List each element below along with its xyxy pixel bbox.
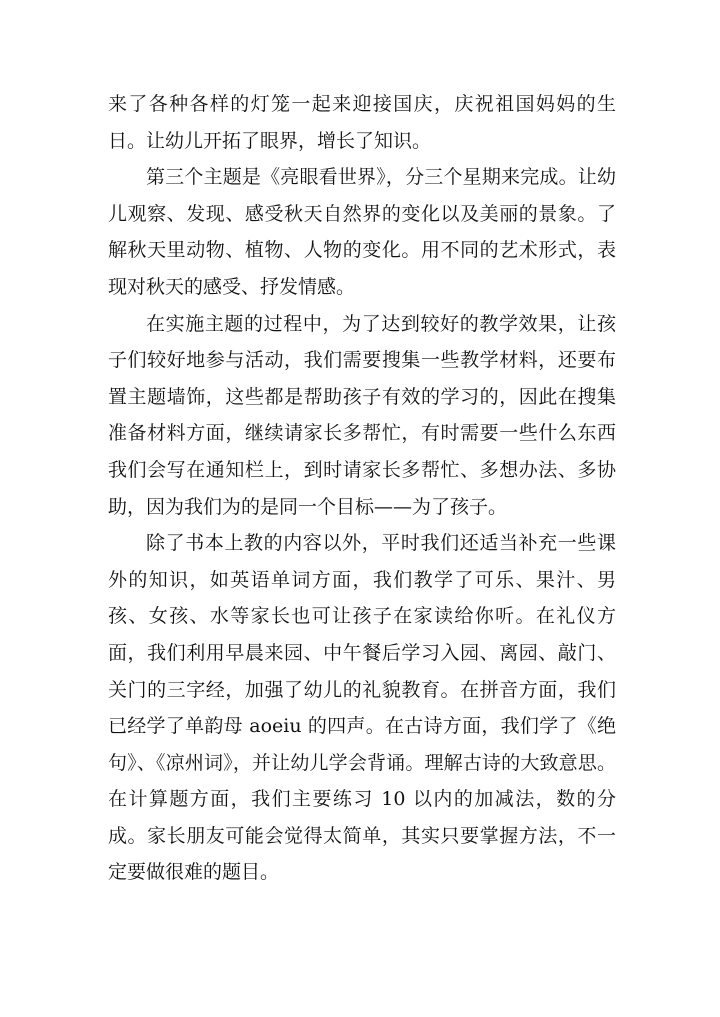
document-body (108, 86, 616, 891)
paragraph-3: 在实施主题的过程中，为了达到较好的教学效果，让孩子们较好地参与活动，我们需要搜集一些教学材料，还要布置主题墙饰，这些都是帮助孩子有效的学习的，因此在搜集准备材料方面，继续请家长多帮忙，有时需要一些什么东西我们会写在通知栏上，到时请家长多帮忙、多想办法、多协助，因为我们为的是同一个目标——为了孩子。 (108, 312, 616, 518)
paragraph-1: 来了各种各样的灯笼一起来迎接国庆，庆祝祖国妈妈的生日。让幼儿开拓了眼界，增长了知识。 (108, 93, 616, 152)
paragraph-2: 第三个主题是《亮眼看世界》，分三个星期来完成。让幼儿观察、发现、感受秋天自然界的变化以及美丽的景象。了解秋天里动物、植物、人物的变化。用不同的艺术形式，表现对秋天的感受、抒发情感。 (108, 166, 616, 298)
paragraph-4: 除了书本上教的内容以外，平时我们还适当补充一些课外的知识，如英语单词方面，我们教学了可乐、果汁、男孩、女孩、水等家长也可让孩子在家读给你听。在礼仪方面，我们利用早晨来园、中午餐后学习入园、离园、敲门、关门的三字经，加强了幼儿的礼貌教育。在拼音方面，我们已经学了单韵母 aoeiu 的四声。在古诗方面，我们学了《绝句》、《凉州词》，并让幼儿学会背诵。理解古诗的大致意思。在计算题方面，我们主要练习 10 以内的加减法，数的分成。家长朋友可能会觉得太简单，其实只要掌握方法，不一定要做很难的题目。 (108, 532, 616, 884)
